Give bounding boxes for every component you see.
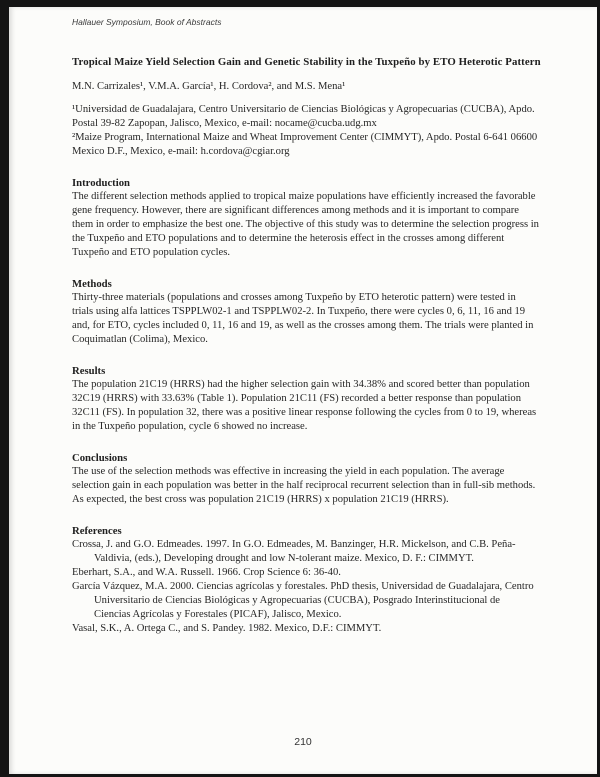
section-body-methods: Thirty-three materials (populations and crosses among Tuxpeño by ETO heterotic pattern) were tested in trials using alfa lattices TSPPLW02-1 and TSPPLW02-2. In Tuxpeño, there were cycles 0, 6, 11, 16 and 19 and, for ETO, cycles included 0, 11, 16 and 19, as well as the crosses among them. The trials were planted in Coquimatlan (Colima), Mexico. — [72, 292, 534, 345]
section-references — [72, 524, 539, 636]
section-heading-references: References — [72, 525, 122, 537]
page-number: 210 — [294, 736, 312, 748]
section-conclusions — [72, 451, 539, 507]
affiliation-1: ¹Universidad de Guadalajara, Centro Universitario de Ciencias Biológicas y Agropecuarias (CUCBA), Apdo. Postal 39-82 Zapopan, Jalisco, Mexico, e-mail: nocame@cucba.udg.mx — [72, 104, 535, 129]
article-title: Tropical Maize Yield Selection Gain and Genetic Stability in the Tuxpeño by ETO Heterotic Pattern — [72, 56, 541, 68]
section-body-conclusions: The use of the selection methods was effective in increasing the yield in each population. The average selection gain in each population was better in the half reciprocal recurrent selection than in full-sib methods. As expected, the best cross was population 21C19 (HRRS) x population 21C19 (HRRS). — [72, 466, 536, 505]
section-heading-introduction: Introduction — [72, 177, 131, 189]
running-header: Hallauer Symposium, Book of Abstracts — [72, 17, 222, 27]
section-introduction — [72, 176, 539, 260]
section-results — [72, 364, 539, 434]
page-content — [72, 13, 539, 636]
reference-item-4: Vasal, S.K., A. Ortega C., and S. Pandey. 1982. Mexico, D.F.: CIMMYT. — [72, 623, 382, 634]
section-heading-conclusions: Conclusions — [72, 452, 128, 464]
section-heading-methods: Methods — [72, 278, 112, 290]
author-line: M.N. Carrizales¹, V.M.A. García¹, H. Cordova², and M.S. Mena¹ — [72, 81, 346, 92]
reference-item-1: Crossa, J. and G.O. Edmeades. 1997. In G.O. Edmeades, M. Banzinger, H.R. Mickelson, and C.B. Peña-Valdivia, (eds.), Developing drought and low N-tolerant maize. Mexico, D. F.: CIMMYT. — [72, 539, 516, 564]
section-methods — [72, 277, 539, 347]
scanned-page — [9, 7, 597, 774]
affiliation-2: ²Maize Program, International Maize and Wheat Improvement Center (CIMMYT), Apdo. Postal 6-641 06600 Mexico D.F., Mexico, e-mail: h.cordova@cgiar.org — [72, 132, 538, 157]
affiliations-block — [72, 103, 539, 159]
section-body-results: The population 21C19 (HRRS) had the higher selection gain with 34.38% and scored better than population 32C19 (HRRS) with 33.63% (Table 1). Population 21C11 (FS) recorded a better response than population 32C11 (FS). In population 32, there was a positive linear response following the cycles from 0 to 19, whereas in the Tuxpeño population, cycle 6 showed no increase. — [72, 379, 537, 432]
section-heading-results: Results — [72, 365, 106, 377]
reference-item-3: García Vázquez, M.A. 2000. Ciencias agrícolas y forestales. PhD thesis, Universidad de Guadalajara, Centro Universitario de Ciencias Biológicas y Agropecuarias (CUCBA), Posgrado Interinstitucional de Ciencias Agrícolas y Forestales (PICAF), Jalisco, Mexico. — [72, 581, 534, 620]
reference-item-2: Eberhart, S.A., and W.A. Russell. 1966. Crop Science 6: 36-40. — [72, 567, 341, 578]
section-body-introduction: The different selection methods applied to tropical maize populations have efficiently increased the favorable gene frequency. However, there are significant differences among methods and it is important to compare them in order to emphasize the best one. The objective of this study was to determine the selection progress in the Tuxpeño and ETO populations and to determine the heterosis effect in the crosses among different Tuxpeño and ETO population cycles. — [72, 191, 539, 258]
